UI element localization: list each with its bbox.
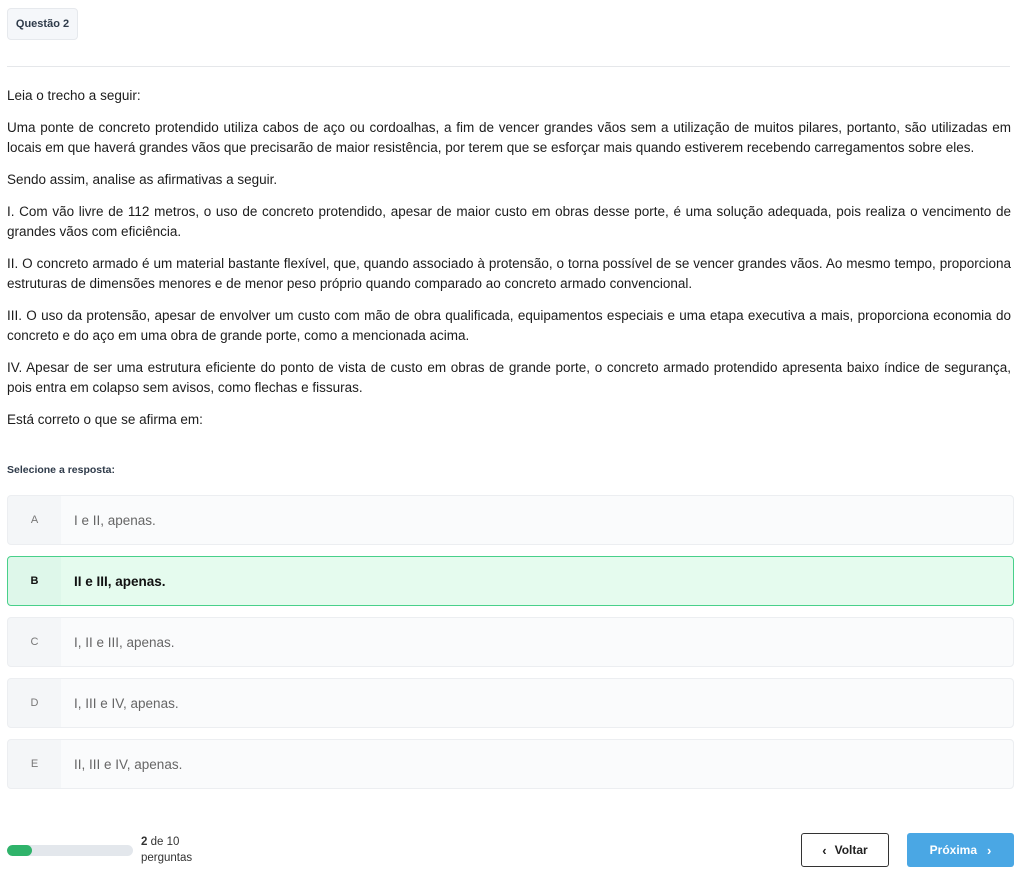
answer-option-c[interactable] — [7, 617, 1014, 667]
chevron-left-icon: ‹ — [822, 842, 827, 858]
answer-option-b[interactable] — [7, 556, 1014, 606]
option-text: I e II, apenas. — [61, 496, 1013, 544]
option-text: II e III, apenas. — [61, 557, 1013, 605]
question-body — [7, 86, 1011, 442]
answer-option-d[interactable] — [7, 678, 1014, 728]
header-divider — [7, 66, 1010, 67]
question-instruction: Sendo assim, analise as afirmativas a seguir. — [7, 172, 278, 187]
back-button[interactable] — [801, 833, 889, 867]
next-button-label: Próxima — [929, 843, 977, 857]
option-letter: B — [30, 575, 39, 587]
option-letter: A — [30, 514, 39, 526]
option-letter: C — [30, 636, 39, 648]
statement-1: I. Com vão livre de 112 metros, o uso de concreto protendido, apesar de maior custo em obras desse porte, é uma solução adequada, pois realiza o vencimento de grandes vãos com eficiência. — [7, 204, 1011, 239]
option-text: I, II e III, apenas. — [61, 618, 1013, 666]
statement-4: IV. Apesar de ser uma estrutura eficiente do ponto de vista de custo em obras de grande porte, o concreto armado protendido apresenta baixo índice de segurança, pois entra em colapso sem avisos, como flechas e fissuras. — [7, 360, 1011, 395]
next-button[interactable] — [907, 833, 1014, 867]
select-answer-label: Selecione a resposta: — [7, 464, 115, 476]
progress-current: 2 — [141, 836, 148, 848]
statement-2: II. O concreto armado é um material bastante flexível, que, quando associado à protensão, o torna possível de se vencer grandes vãos. Ao mesmo tempo, proporciona estruturas de dimensões menores e de menor peso próprio quando comparado ao concreto armado convencional. — [7, 256, 1011, 291]
answer-option-a[interactable] — [7, 495, 1014, 545]
question-prompt: Está correto o que se afirma em: — [7, 412, 203, 427]
option-letter: E — [30, 758, 39, 770]
option-text: I, III e IV, apenas. — [61, 679, 1013, 727]
chevron-right-icon: › — [987, 842, 992, 858]
progress-bar-fill — [7, 845, 32, 856]
option-text: II, III e IV, apenas. — [61, 740, 1013, 788]
statement-3: III. O uso da protensão, apesar de envolver um custo com mão de obra qualificada, equipamentos especiais e uma etapa executiva a mais, proporciona economia do concreto e do aço em uma obra de grande porte, como a mencionada acima. — [7, 308, 1011, 343]
answer-option-e[interactable] — [7, 739, 1014, 789]
progress-bar — [7, 845, 133, 856]
progress-counter — [141, 834, 192, 866]
answer-options — [7, 495, 1014, 800]
question-intro: Leia o trecho a seguir: — [7, 88, 141, 103]
quiz-footer — [7, 832, 1014, 868]
progress-unit: perguntas — [141, 852, 193, 864]
option-letter: D — [30, 697, 39, 709]
question-number-badge: Questão 2 — [7, 8, 78, 40]
question-passage: Uma ponte de concreto protendido utiliza cabos de aço ou cordoalhas, a fim de vencer grandes vãos sem a utilização de muitos pilares, portanto, são utilizadas em locais em que haverá grandes vãos que precisarão de maior resistência, por terem que se esforçar mais quando estiverem recebendo carregamentos sobre eles. — [7, 120, 1011, 155]
back-button-label: Voltar — [834, 843, 868, 857]
progress-total: de 10 — [150, 836, 180, 848]
